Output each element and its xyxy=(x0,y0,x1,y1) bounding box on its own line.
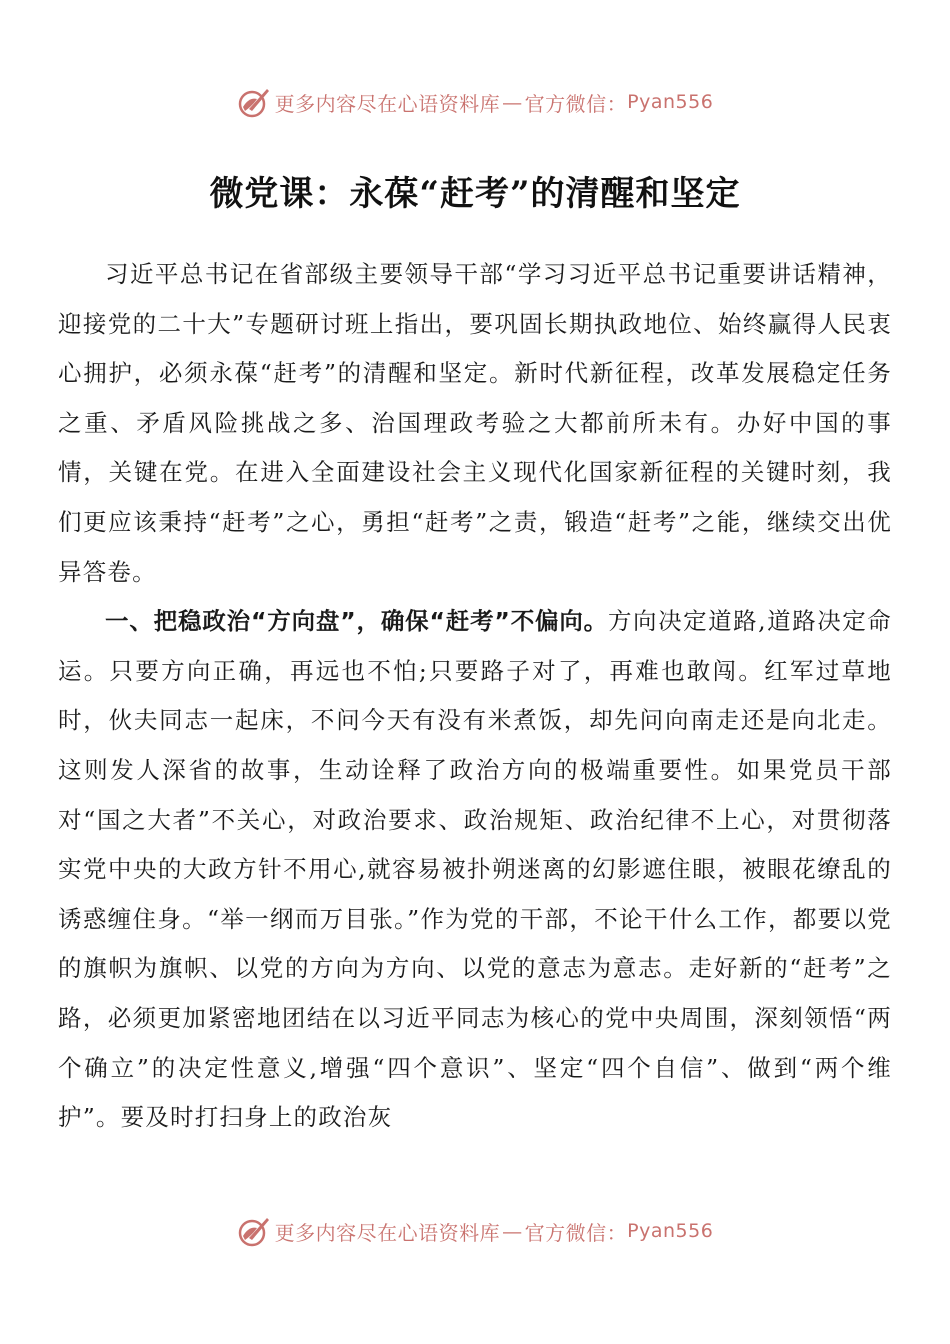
document-body xyxy=(58,250,892,1143)
watermark-official: 官方微信： xyxy=(524,1220,628,1245)
quill-logo-icon xyxy=(237,85,271,119)
watermark-text: 更多内容尽在心语资料库 xyxy=(274,1220,501,1245)
watermark-wechat-id: Pyan556 xyxy=(627,91,714,113)
watermark-dash: — xyxy=(502,1219,523,1243)
watermark-official: 官方微信： xyxy=(524,91,628,116)
watermark-footer xyxy=(0,1211,950,1251)
quill-logo-icon xyxy=(237,1214,271,1248)
section-body: 方向决定道路,道路决定命运。只要方向正确，再远也不怕;只要路子对了，再难也敢闯。红军过草地时，伙夫同志一起床，不问今天有没有米煮饭，却先问向南走还是向北走。这则发人深省的故事，生动诠释了政治方向的极端重要性。如果党员干部对“国之大者”不关心，对政治要求、政治规矩、政治纪律不上心，对贯彻落实党中央的大政方针不用心,就容易被扑朔迷离的幻影遮住眼，被眼花缭乱的诱惑缠住身。“举一纲而万目张。”作为党的干部，不论干什么工作，都要以党的旗帜为旗帜、以党的方向为方向、以党的意志为意志。走好新的“赶考”之路，必须更加紧密地团结在以习近平同志为核心的党中央周围，深刻领悟“两个确立”的决定性意义,增强“四个意识”、坚定“四个自信”、做到“两个维护”。要及时打扫身上的政治灰 xyxy=(58,607,892,1132)
paragraph-section-1 xyxy=(58,597,892,1143)
page-title: 微党课：永葆“赶考”的清醒和坚定 xyxy=(209,174,741,214)
paragraph-intro: 习近平总书记在省部级主要领导干部“学习习近平总书记重要讲话精神，迎接党的二十大”专题研讨班上指出，要巩固长期执政地位、始终赢得人民衷心拥护，必须永葆“赶考”的清醒和坚定。新时代新征程，改革发展稳定任务之重、矛盾风险挑战之多、治国理政考验之大都前所未有。办好中国的事情，关键在党。在进入全面建设社会主义现代化国家新征程的关键时刻，我们更应该秉持“赶考”之心，勇担“赶考”之责，锻造“赶考”之能，继续交出优异答卷。 xyxy=(58,260,892,586)
watermark-dash: — xyxy=(502,90,523,114)
watermark-text: 更多内容尽在心语资料库 xyxy=(274,91,501,116)
section-heading: 一、把稳政治“方向盘”，确保“赶考”不偏向。 xyxy=(105,607,609,636)
watermark-wechat-id: Pyan556 xyxy=(627,1220,714,1242)
watermark-header xyxy=(0,82,950,122)
